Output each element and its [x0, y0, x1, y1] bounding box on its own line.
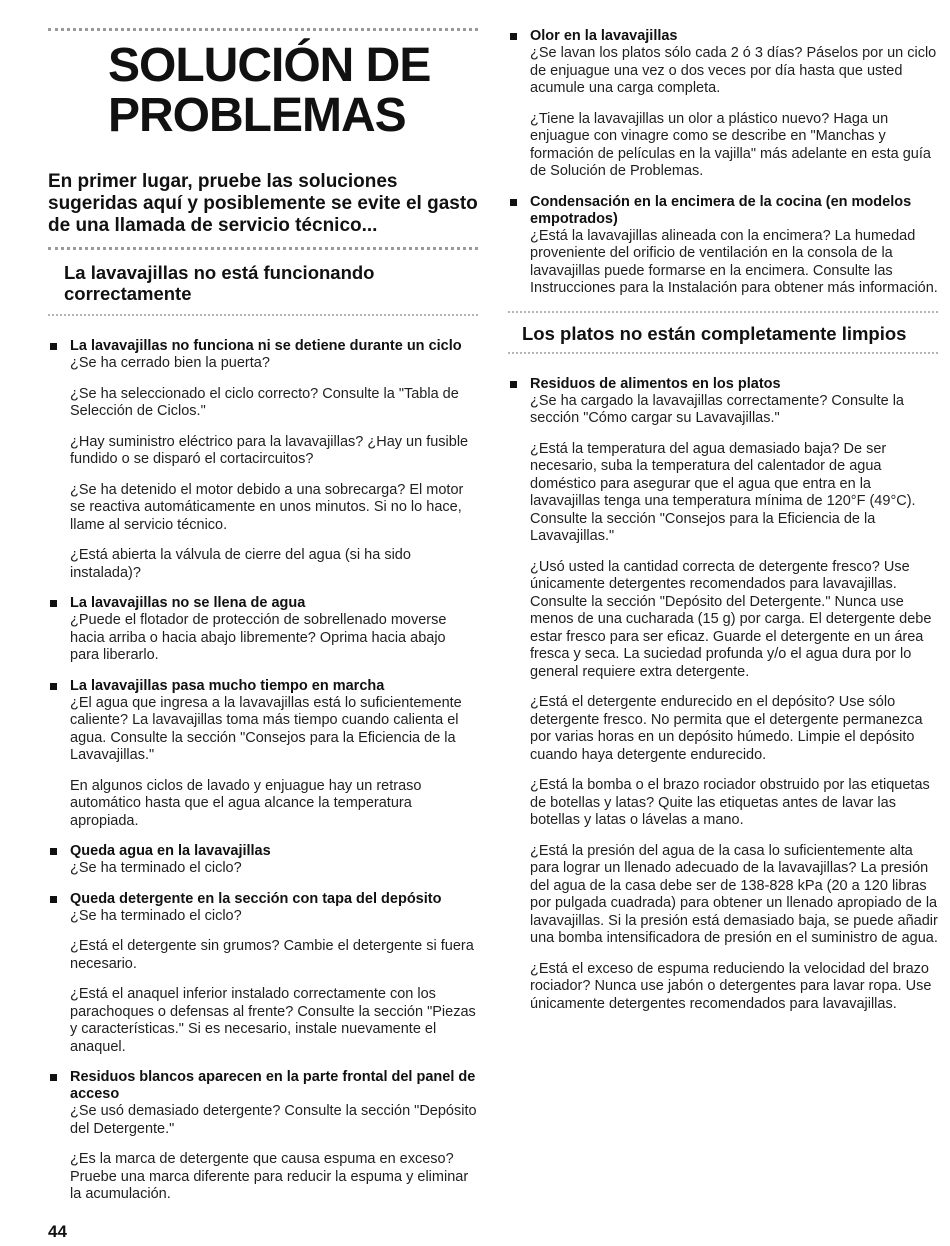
problem-title: Olor en la lavavajillas	[530, 28, 678, 44]
problem-title: Queda agua en la lavavajillas	[70, 843, 271, 859]
intro-rule	[48, 247, 478, 250]
answer-text: ¿Se lavan los platos sólo cada 2 ó 3 días? Páselos por un ciclo de enjuague una vez o dos veces por día hasta que usted acumule una carga completa.	[530, 45, 937, 96]
bullet-square-icon	[50, 848, 57, 855]
problem-item-olor	[508, 28, 938, 181]
section-title-not-working: La lavavajillas no está funcionando correctamente	[64, 262, 375, 304]
answer-text: En algunos ciclos de lavado y enjuague hay un retraso automático hasta que el agua alcance la temperatura apropiada.	[70, 777, 422, 829]
bullet-square-icon	[510, 199, 517, 206]
answer-text: ¿Se usó demasiado detergente? Consulte la sección "Depósito del Detergente."	[70, 1103, 477, 1137]
answer-text: ¿Está la lavavajillas alineada con la encimera? La humedad proveniente del orificio de ventilación en la consola de la lavavajillas puede formarse en la encimera. Consulte las Instrucciones para la Instalación para obtener más información.	[530, 227, 938, 296]
bullet-square-icon	[50, 343, 57, 350]
bullet-square-icon	[510, 33, 517, 40]
answer-text: ¿Está el detergente endurecido en el depósito? Use sólo detergente fresco. No permita que el detergente permanezca por varias horas en un depósito húmedo. Limpie el depósito cuando haya detergente endurecido.	[530, 694, 923, 763]
bullet-square-icon	[510, 381, 517, 388]
problem-item-residuos-alimentos	[508, 376, 938, 1014]
top-rule	[48, 28, 478, 31]
answer-text: ¿Se ha cargado la lavavajillas correctamente? Consulte la sección "Cómo cargar su Lavavajillas."	[530, 392, 904, 426]
section-title-not-clean: Los platos no están completamente limpios	[522, 322, 907, 344]
answer-text: ¿Puede el flotador de protección de sobrellenado moverse hacia arriba o hacia abajo libremente? Oprima hacia abajo para liberarlo.	[70, 612, 447, 663]
answer-text: ¿Hay suministro eléctrico para la lavavajillas? ¿Hay un fusible fundido o se disparó el cortacircuitos?	[70, 433, 469, 467]
answer-text: ¿Se ha terminado el ciclo?	[70, 907, 242, 924]
answer-text: ¿Se ha cerrado bien la puerta?	[70, 355, 270, 371]
problem-title: Condensación en la encimera de la cocina (en modelos empotrados)	[530, 193, 912, 227]
bullet-square-icon	[50, 683, 57, 690]
title-line-1: SOLUCIÓN DE	[108, 39, 431, 92]
problem-item-queda-detergente	[48, 891, 478, 1057]
right-column	[508, 28, 938, 1026]
problem-title: La lavavajillas no funciona ni se detiene durante un ciclo	[70, 338, 462, 354]
problem-item-mucho-tiempo	[48, 678, 478, 831]
problem-item-residuos-blancos	[48, 1069, 478, 1204]
answer-text: ¿Usó usted la cantidad correcta de detergente fresco? Use únicamente detergentes recomendados para lavavajillas. Consulte la sección "Depósito del Detergente." Nunca use menos de una cucharada (15 g) por carga. El detergente debe estar fresco para ser eficaz. Guarde el detergente en un área fresca y seca. La suciedad profunda y/o el agua dura por lo general requiere extra detergente.	[530, 558, 932, 680]
section-rule	[48, 314, 478, 316]
bullet-square-icon	[50, 1074, 57, 1081]
problem-item-no-funciona	[48, 338, 478, 582]
answer-text: ¿El agua que ingresa a la lavavajillas está lo suficientemente caliente? La lavavajillas toma más tiempo cuando calienta el agua. Consulte la sección "Consejos para la Eficiencia de la Lavavajillas."	[70, 694, 462, 763]
problem-title: La lavavajillas pasa mucho tiempo en marcha	[70, 677, 385, 694]
problem-title: Residuos blancos aparecen en la parte frontal del panel de acceso	[70, 1069, 476, 1102]
problem-item-condensacion	[508, 194, 938, 298]
intro-text: En primer lugar, pruebe las soluciones sugeridas aquí y posiblemente se evite el gasto de una llamada de servicio técnico...	[48, 171, 478, 236]
section-not-working	[48, 262, 478, 316]
answer-text: ¿Se ha terminado el ciclo?	[70, 860, 242, 876]
answer-text: ¿Está abierta la válvula de cierre del agua (si ha sido instalada)?	[70, 547, 411, 581]
answer-text: ¿Está la bomba o el brazo rociador obstruido por las etiquetas de botellas y latas? Quite las etiquetas antes de lavar las botellas y latas o lávelas a mano.	[530, 777, 930, 828]
section-rule	[508, 352, 938, 354]
answer-text: ¿Está el exceso de espuma reduciendo la velocidad del brazo rociador? Nunca use jabón o detergentes para lavar ropa. Use únicamente detergentes recomendados para lavavajillas.	[530, 960, 932, 1012]
answer-text: ¿Está el anaquel inferior instalado correctamente con los parachoques o defensas al frente? Consulte la sección "Piezas y características." Si es necesario, instale nuevamente el anaquel.	[70, 986, 476, 1055]
left-column	[48, 28, 478, 1217]
problem-title: La lavavajillas no se llena de agua	[70, 595, 306, 611]
problem-item-no-se-llena	[48, 595, 478, 665]
answer-text: ¿Está el detergente sin grumos? Cambie el detergente si fuera necesario.	[70, 938, 474, 972]
answer-text: ¿Tiene la lavavajillas un olor a plástico nuevo? Haga un enjuague con vinagre como se describe en "Manchas y formación de películas en la vajilla" más adelante en esta guía de Solución de Problemas.	[530, 110, 931, 179]
page-number: 44	[48, 1222, 67, 1241]
answer-text: ¿Está la temperatura del agua demasiado baja? De ser necesario, suba la temperatura del calentador de agua doméstico para asegurar que el agua que entra en la lavavajillas tenga una temperatura mínima de 120°F (49°C). Consulte la sección "Consejos para la Eficiencia de la Lavavajillas."	[530, 440, 916, 544]
title-line-2: PROBLEMAS	[108, 89, 406, 142]
problem-title: Queda detergente en la sección con tapa del depósito	[70, 890, 442, 907]
section-rule	[508, 311, 938, 313]
bullet-square-icon	[50, 896, 57, 903]
answer-text: ¿Es la marca de detergente que causa espuma en exceso? Pruebe una marca diferente para reducir la espuma y eliminar la acumulación.	[70, 1151, 469, 1202]
answer-text: ¿Está la presión del agua de la casa lo suficientemente alta para lograr un llenado adecuado de la lavavajillas? La presión del agua de la casa debe ser de 138-828 kPa (20 a 120 libras por pulgada cuadrada) para obtener un llenado apropiado de la lavavajillas. Si la presión está demasiado baja, se puede añadir una bomba intensificadora de presión en el suministro de agua.	[530, 842, 938, 946]
answer-text: ¿Se ha detenido el motor debido a una sobrecarga? El motor se reactiva automáticamente en unos minutos. Si no lo hace, llame al servicio técnico.	[70, 481, 464, 533]
answer-text: ¿Se ha seleccionado el ciclo correcto? Consulte la "Tabla de Selección de Ciclos."	[70, 385, 459, 419]
bullet-square-icon	[50, 600, 57, 607]
section-not-clean	[508, 311, 938, 354]
problem-item-queda-agua	[48, 843, 478, 878]
page-title	[108, 41, 478, 141]
problem-title: Residuos de alimentos en los platos	[530, 375, 781, 392]
